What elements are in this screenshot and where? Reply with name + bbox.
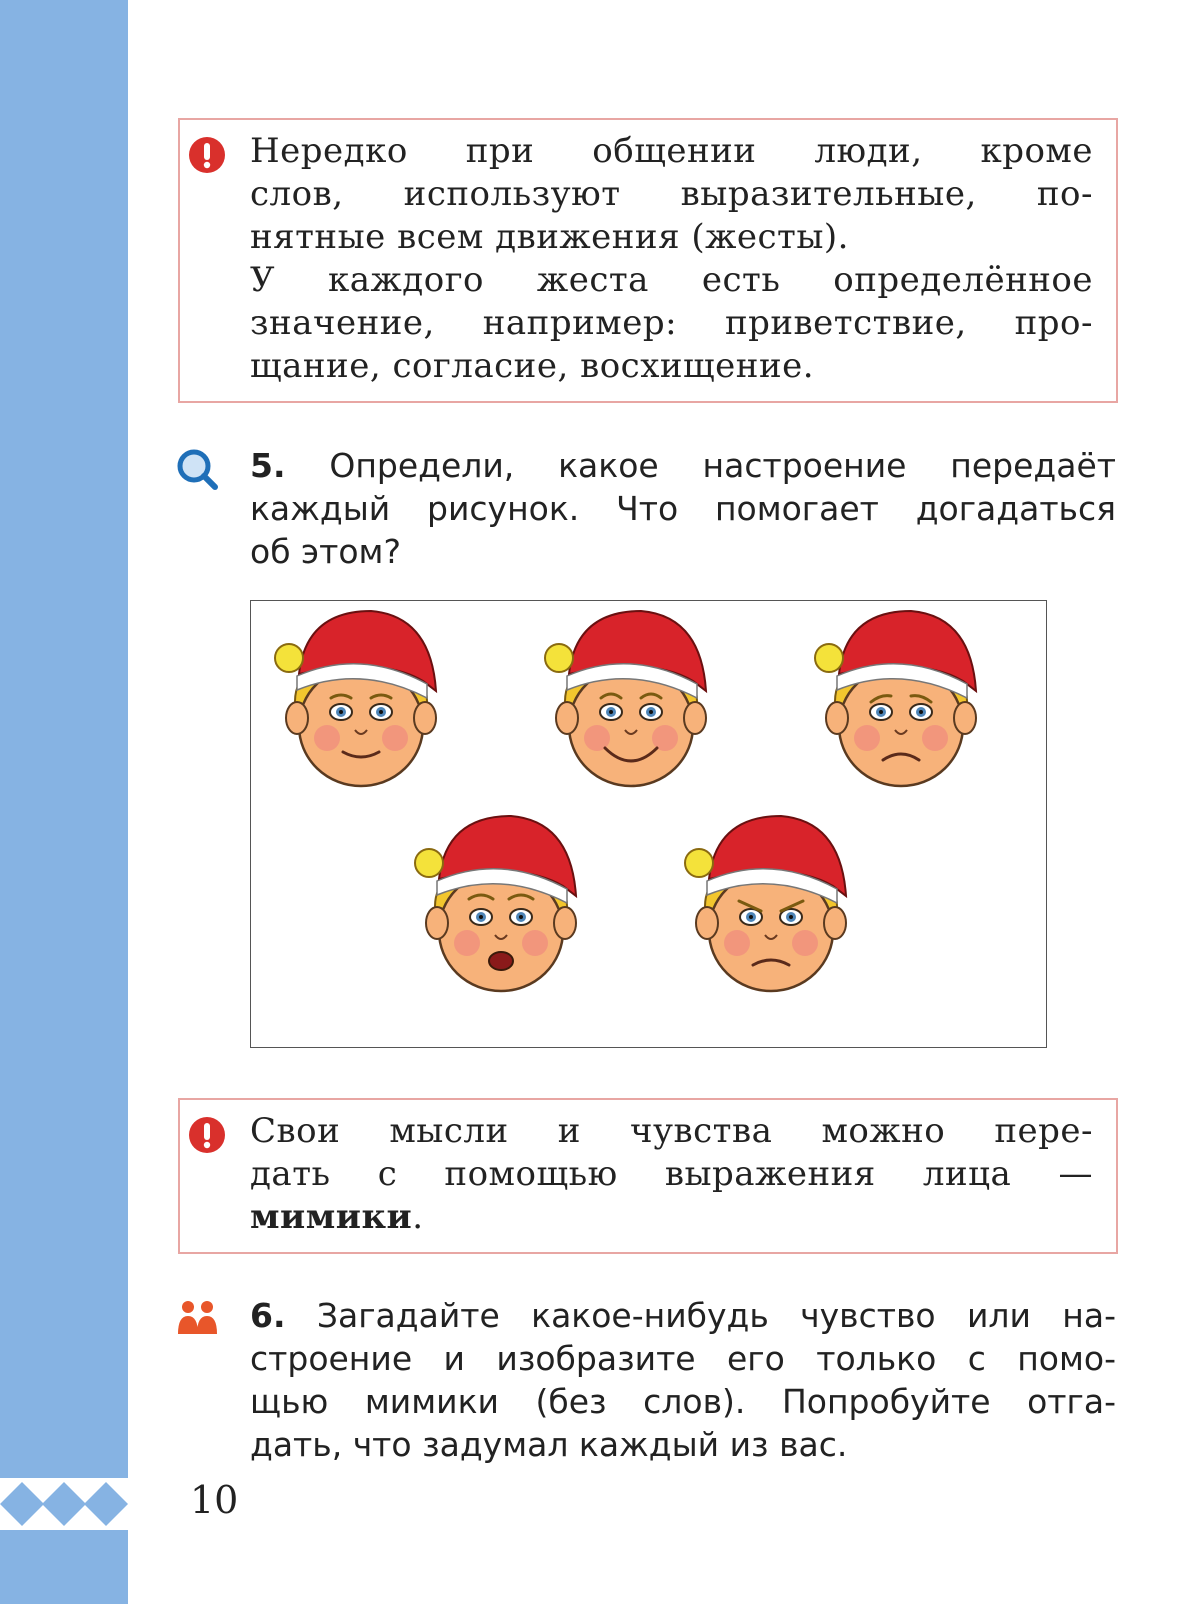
task6-line-1: [250, 1294, 1116, 1337]
rule-text-gestures: [250, 130, 1093, 388]
rule1-line: нятные всем движения (жесты).: [250, 217, 849, 257]
task5-line: об этом?: [250, 532, 401, 571]
task6-line: дать, что задумал каждый из вас.: [250, 1425, 848, 1464]
task-number: 5.: [250, 446, 286, 485]
exclamation-icon: [188, 136, 226, 174]
face-calm-smile: [275, 611, 436, 786]
pair-work-icon: [176, 1298, 220, 1338]
face-happy: [545, 611, 706, 786]
left-decorative-bar: [0, 0, 128, 1604]
exclamation-icon: [188, 1116, 226, 1154]
task-6-text: [250, 1294, 1116, 1466]
task5-line-text: Определи, какое настроение передаёт: [329, 446, 1116, 485]
rule2-line: [250, 1196, 1093, 1239]
faces-illustration: [250, 600, 1047, 1048]
rule1-line: щание, согласие, восхищение.: [250, 346, 815, 386]
task5-line-1: [250, 444, 1116, 487]
rule1-line: Нередко при общении люди, кроме: [250, 131, 1093, 171]
face-angry: [685, 816, 846, 991]
task6-line-text: Загадайте какое-нибудь чувство или на-: [316, 1296, 1116, 1335]
task5-line: каждый рисунок. Что помогает догадаться: [250, 489, 1116, 528]
task-5-text: [250, 444, 1116, 573]
mimicry-term: мимики: [250, 1197, 413, 1237]
magnifier-icon: [176, 448, 218, 490]
task6-line: щью мимики (без слов). Попробуйте отга-: [250, 1382, 1116, 1421]
rule1-line: слов, используют выразительные, по-: [250, 174, 1093, 214]
face-sad: [815, 611, 976, 786]
rule2-line: дать с помощью выражения лица —: [250, 1154, 1093, 1194]
task6-line: строение и изобразите его только с помо-: [250, 1339, 1116, 1378]
rule2-punct: .: [412, 1197, 424, 1237]
faces-canvas: [251, 601, 1046, 1047]
rule2-line: Свои мысли и чувства можно пере-: [250, 1111, 1093, 1151]
face-surprised: [415, 816, 576, 991]
task-number: 6.: [250, 1296, 286, 1335]
rule1-line: У каждого жеста есть определённое: [250, 260, 1093, 300]
rule1-line: значение, например: приветствие, про-: [250, 303, 1093, 343]
diamond-ornament: [0, 1478, 128, 1530]
rule-text-mimicry: [250, 1110, 1093, 1239]
page-number: 10: [190, 1478, 239, 1522]
